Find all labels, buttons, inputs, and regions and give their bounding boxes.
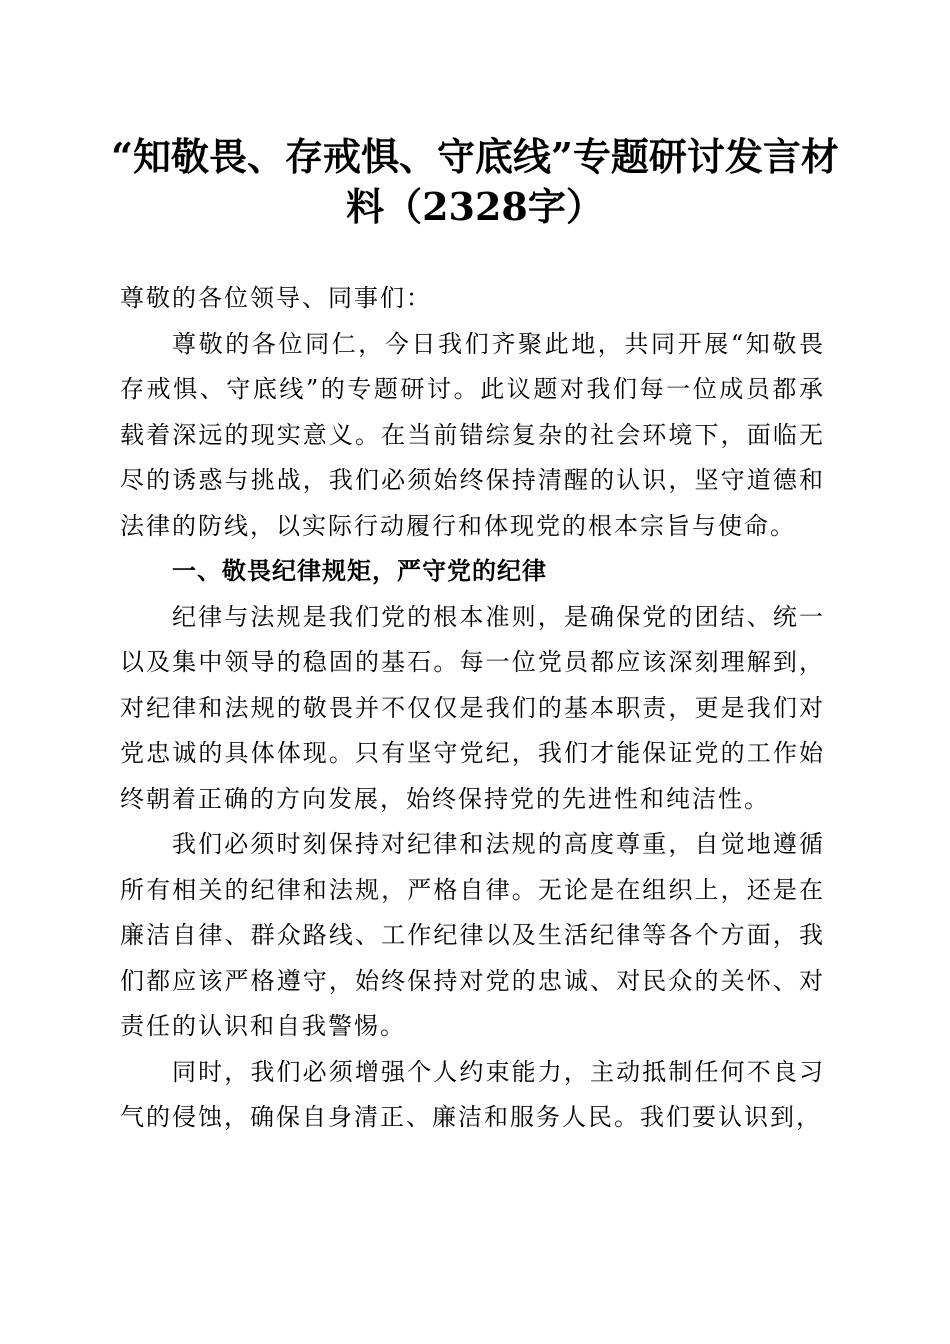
paragraph-intro: 尊敬的各位同仁，今日我们齐聚此地，共同开展“知敬畏存戒惧、守底线”的专题研讨。此议题对我们每一位成员都承载着深远的现实意义。在当前错综复杂的社会环境下，面临无尽的诱惑与挑战，我们必须始终保持清醒的认识，坚守道德和法律的防线，以实际行动履行和体现党的根本宗旨与使命。 [120, 329, 825, 540]
section-heading-1: 一、敬畏纪律规矩，严守党的纪律 [172, 557, 547, 585]
document-body [120, 276, 825, 1141]
paragraph-respect: 我们必须时刻保持对纪律和法规的高度尊重，自觉地遵循所有相关的纪律和法规，严格自律。无论是在组织上，还是在廉洁自律、群众路线、工作纪律以及生活纪律等各个方面，我们都应该严格遵守，始终保持对党的忠诚、对民众的关怀、对责任的认识和自我警惕。 [120, 830, 825, 1040]
title-line-2: 料（2328字） [346, 184, 604, 229]
title-line-1: “知敬畏、存戒惧、守底线”专题研讨发言材 [111, 134, 839, 179]
salutation: 尊敬的各位领导、同事们： [120, 284, 432, 312]
document-title [110, 132, 840, 232]
paragraph-discipline: 纪律与法规是我们党的根本准则，是确保党的团结、统一以及集中领导的稳固的基石。每一位党员都应该深刻理解到，对纪律和法规的敬畏并不仅仅是我们的基本职责，更是我们对党忠诚的具体体现。只有坚守党纪，我们才能保证党的工作始终朝着正确的方向发展，始终保持党的先进性和纯洁性。 [120, 602, 825, 813]
paragraph-self-restraint: 同时，我们必须增强个人约束能力，主动抵制任何不良习气的侵蚀，确保自身清正、廉洁和服务人民。我们要认识到， [120, 1057, 825, 1131]
